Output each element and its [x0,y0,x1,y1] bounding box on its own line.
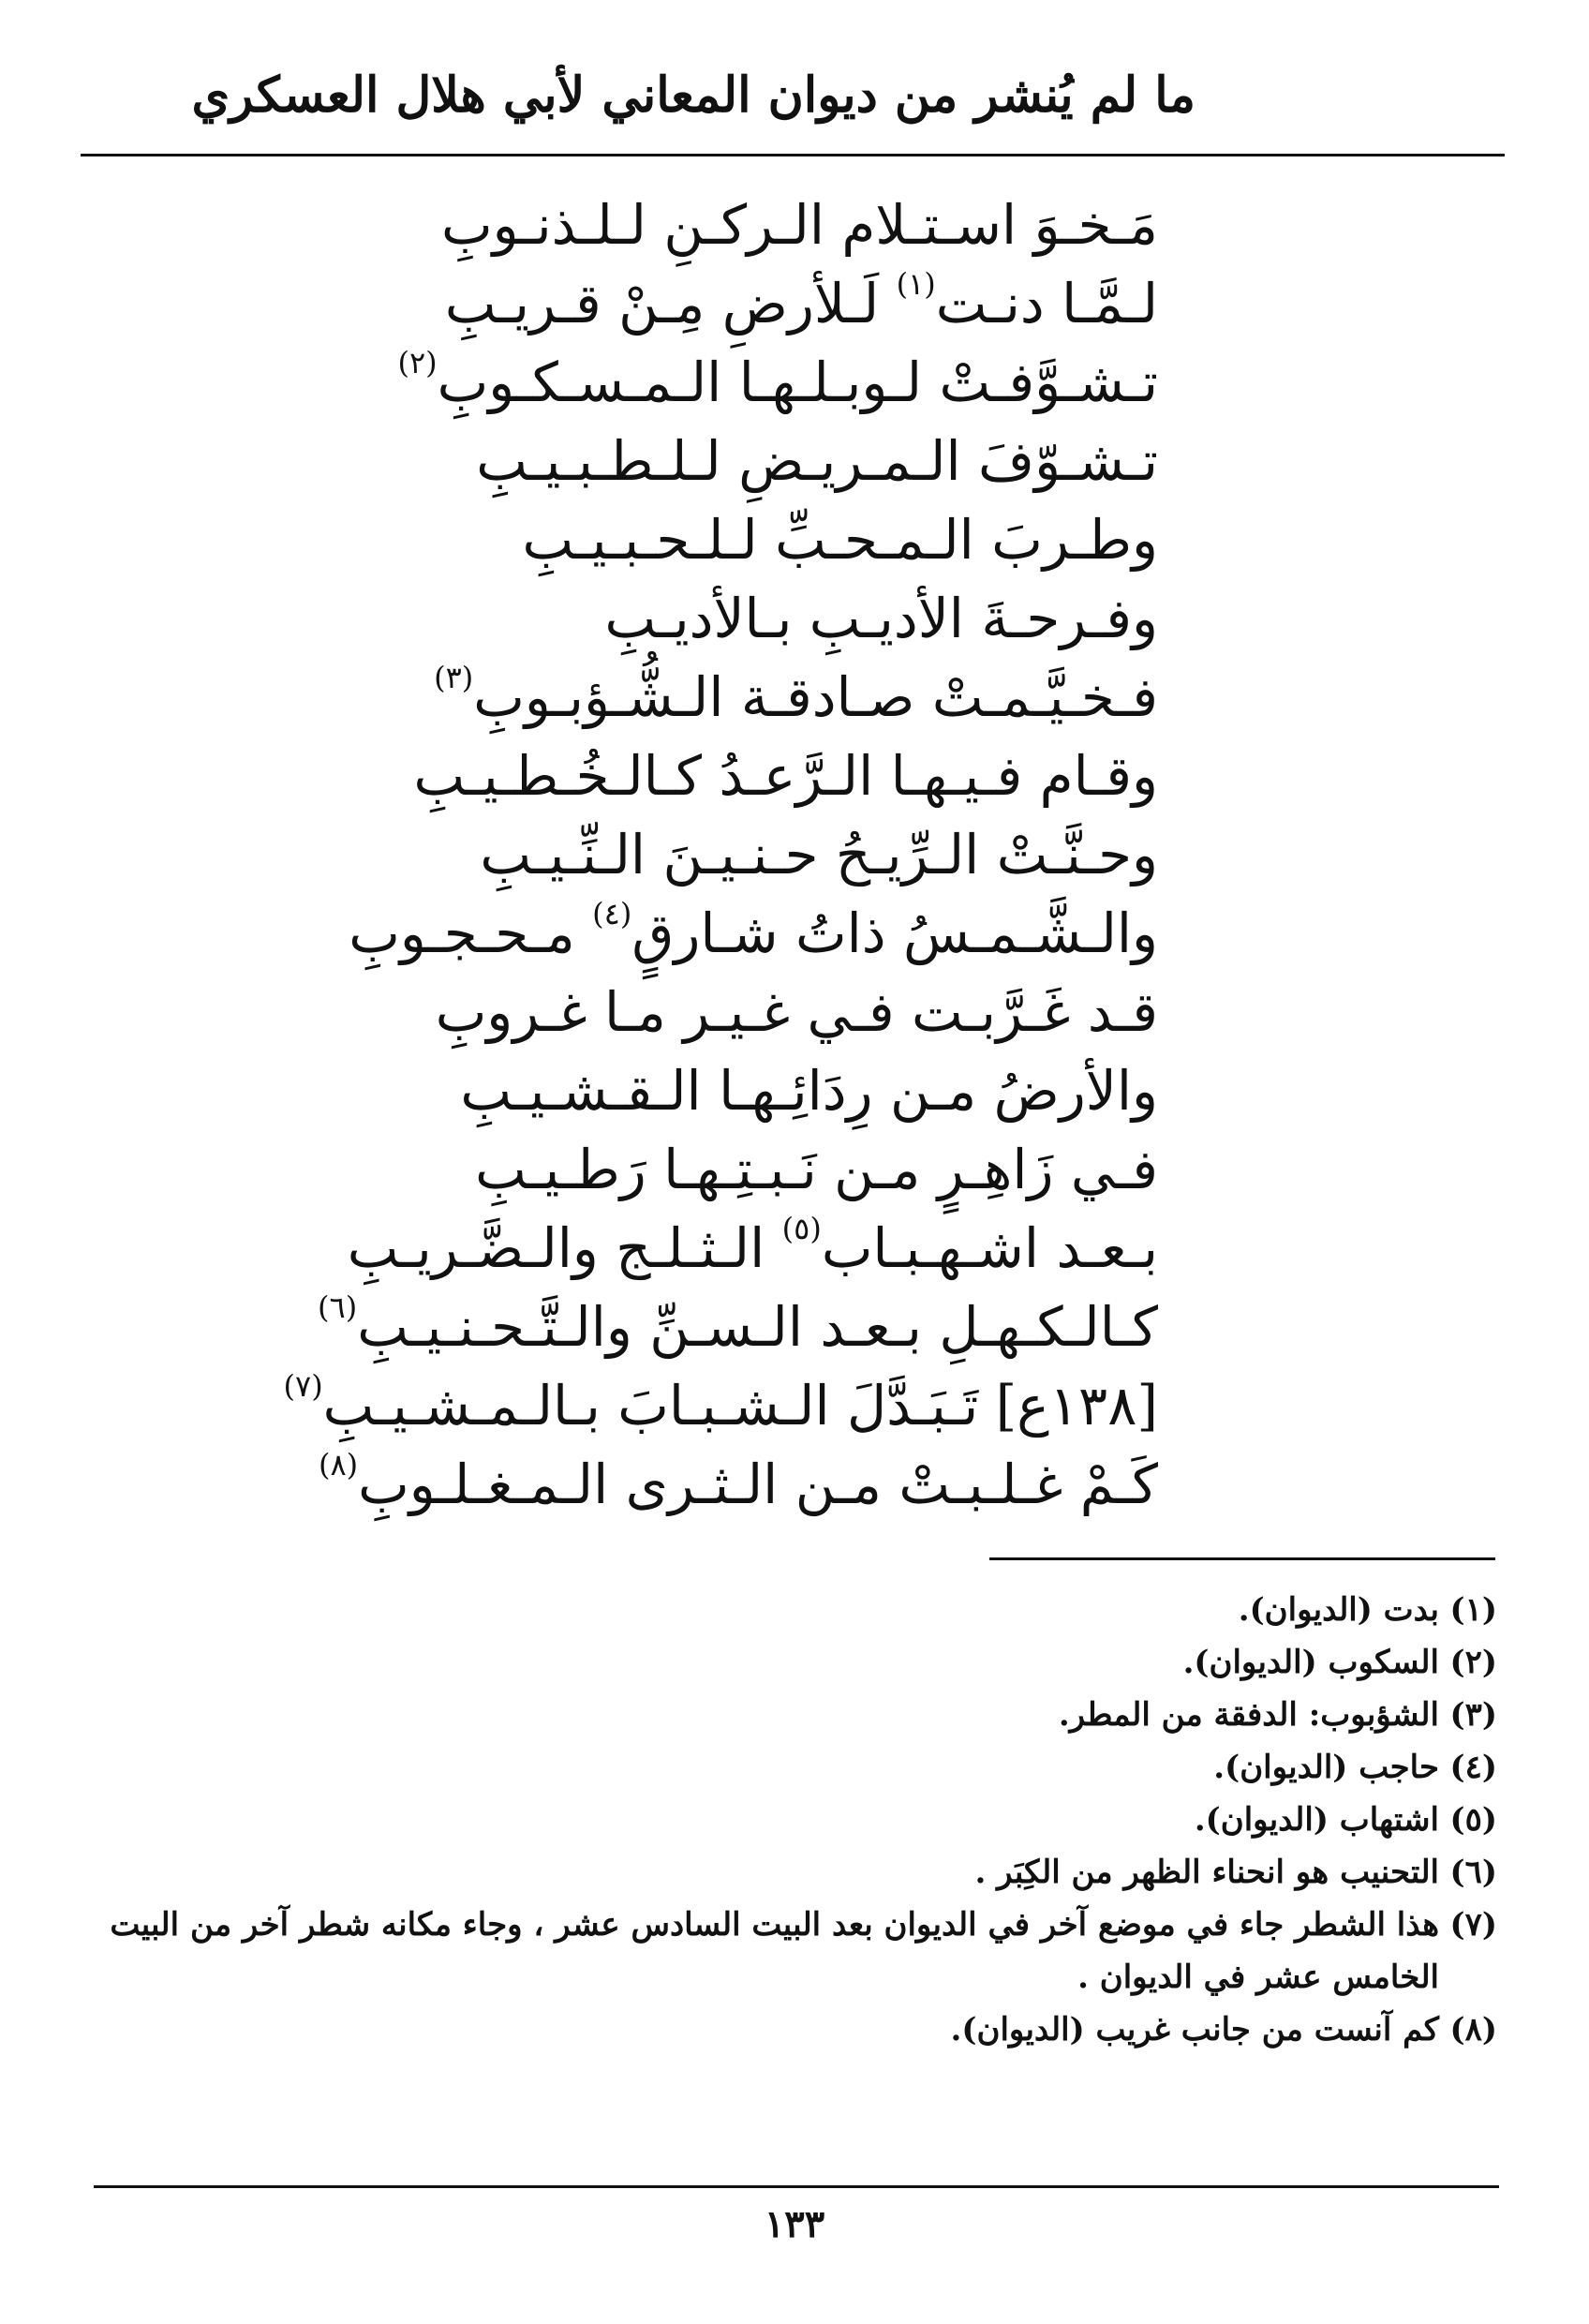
verse-text-continued: الـثـلـج والـضَّـريـبِ [347,1216,782,1280]
footnote-item [92,1794,1497,1846]
footnote-text: حاجب (الديوان). [1213,1749,1439,1786]
verse-line [315,422,1158,500]
footnote-number: (٨) [1449,2011,1497,2048]
footnote-item [92,1899,1497,2004]
verse-line [315,1130,1158,1209]
verse-text: لـمَّـا دنـت [935,272,1158,335]
verse-text: وفـرحـةَ الأديـبِ بـالأديـبِ [604,587,1158,650]
verse-line [315,973,1158,1051]
verse-line [315,658,1158,737]
verse-line [315,343,1158,422]
footnote-marker: (٦) [318,1289,358,1325]
verse-text: والـشَّـمـسُ ذاتُ شـارقٍ [631,901,1158,965]
footnote-text: كم آنست من جانب غريب (الديوان). [950,2011,1439,2048]
footnote-marker: (٧) [283,1368,323,1404]
verse-line [315,1445,1158,1524]
verse-text: تـشـوَّفـتْ لـوبـلـهـا الـمـسـكـوبِ [437,350,1158,414]
footnote-marker: (٨) [319,1447,359,1482]
verse-text: [١٣٨ع] تَـبَـدَّلَ الـشـبـابَ بـالـمـشـيـبِ [322,1374,1158,1438]
footnote-text: السكوب (الديوان). [1182,1644,1439,1681]
verse-line [315,500,1158,579]
footnote-item [92,1636,1497,1689]
footnote-text: التحنيب هو انحناء الظهر من الكِبَر . [974,1854,1439,1891]
verse-text: تـشـوّفَ الـمـريـضِ لـلـطـبـيـبِ [476,429,1158,493]
footnote-separator [989,1557,1495,1560]
footnote-text: هذا الشطر جاء في موضع آخر في الديوان بعد البيت السادس عشر ، وجاء مكانه شطر آخر من البيت الخامس عشر في الديوان . [110,1906,1439,1996]
verse-line [315,186,1158,264]
verse-text: كَـمْ غـلـبـتْ مـن الـثـرى الـمـغـلـوبِ [358,1452,1158,1516]
footnote-marker: (٣) [434,660,474,695]
footnote-marker: (٥) [781,1211,822,1246]
footnote-number: (٢) [1449,1644,1497,1681]
verse-text: وقـام فـيـهـا الـرَّعـدُ كـالـخُـطـيـبِ [413,744,1158,808]
verse-text-continued: لَـلأرضِ مِـنْ قـريـبِ [444,272,897,335]
footnote-text: اشتهاب (الديوان). [1194,1801,1439,1839]
verse-line [315,815,1158,894]
verse-line [315,1209,1158,1288]
footnotes-block [92,1584,1497,2056]
verse-text: مَـخـوَ اسـتـلام الـركـنِ لـلـذنـوبِ [440,193,1158,257]
verse-text: وحـنَّـتْ الـرِّيـحُ حـنـيـنَ الـنِّـيـبِ [480,823,1158,886]
verse-text: قـد غَـرَّبـت فـي غـيـر مـا غـروبِ [435,980,1158,1044]
poem-block [283,186,1158,1524]
footnote-number: (٦) [1449,1854,1497,1891]
verse-line [283,1366,1158,1445]
running-head-title: ما لم يُنشر من ديوان المعاني لأبي هلال العسكري [191,67,1195,124]
verse-line [315,737,1158,815]
footnote-text: الشؤبوب: الدفقة من المطر. [1058,1696,1439,1734]
footnote-marker: (١) [896,266,936,302]
footnote-number: (٥) [1449,1801,1497,1839]
header-rule [81,154,1505,156]
verse-text: والأرضُ مـن رِدَائِـهـا الـقـشـيـبِ [460,1059,1158,1123]
footnote-number: (٧) [1449,1906,1497,1944]
footnote-item [92,2004,1497,2056]
verse-text: وطـربَ الـمـحـبِّ لـلـحـبـيـبِ [522,508,1158,572]
footnote-marker: (٤) [592,896,632,931]
verse-text: فـخـيَّـمـتْ صـادقـة الـشُّـؤبـوبِ [473,665,1158,729]
footnote-text: بدت (الديوان). [1238,1591,1439,1629]
verse-line [315,264,1158,343]
footnote-item [92,1846,1497,1899]
verse-text: بـعـد اشـهـبـاب [821,1216,1158,1280]
verse-line [315,894,1158,973]
verse-line [315,1051,1158,1130]
page-number: ١٣٣ [764,2202,825,2246]
verse-text: كـالـكـهـلِ بـعـد الـسـنِّ والـتَّـحـنـيـبِ [357,1295,1158,1359]
footnote-number: (١) [1449,1591,1497,1629]
footnote-item [92,1689,1497,1741]
footnote-number: (٣) [1449,1696,1497,1734]
verse-line [315,579,1158,658]
verse-text: فـي زَاهِـرٍ مـن نَـبـتِـهـا رَطـيـبِ [475,1138,1158,1201]
footnote-marker: (٢) [397,345,438,380]
footnote-number: (٤) [1449,1749,1497,1786]
footer-rule [94,2185,1499,2188]
verse-text-continued: مـحـجـوبِ [349,901,593,965]
verse-line [315,1288,1158,1366]
footnote-item [92,1741,1497,1794]
footnote-item [92,1584,1497,1636]
